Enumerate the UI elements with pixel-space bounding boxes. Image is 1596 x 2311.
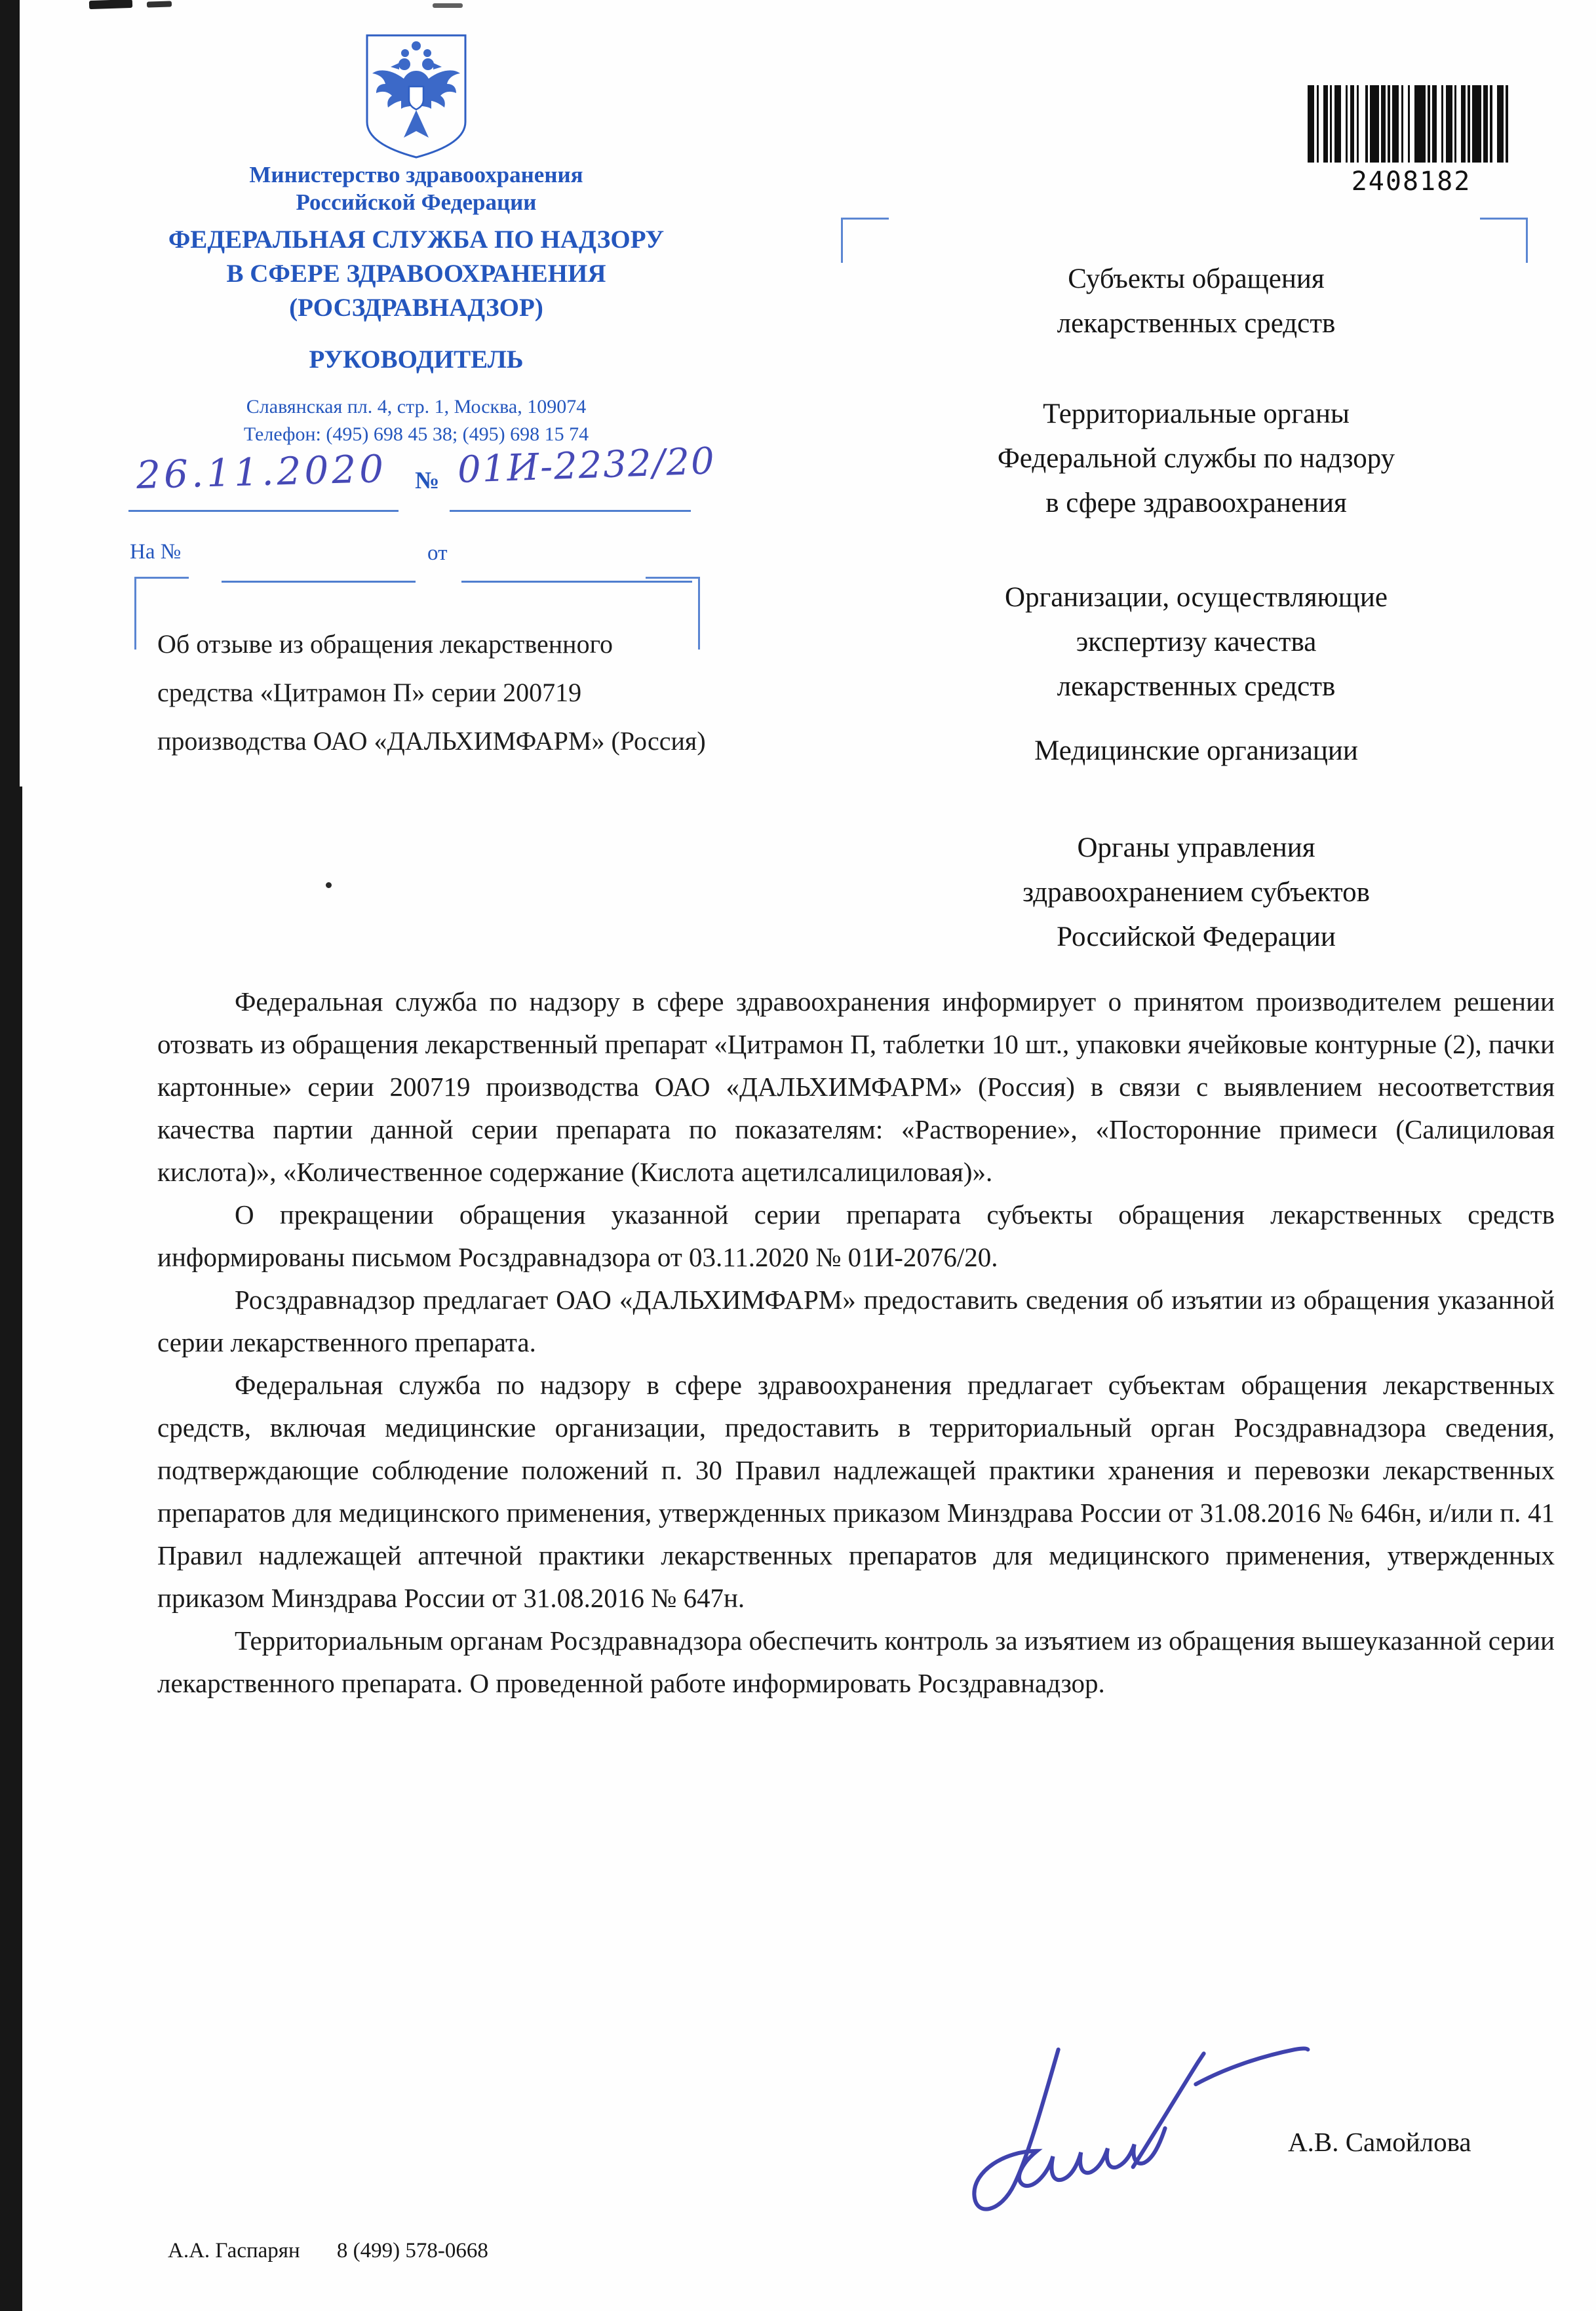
scan-artifact <box>433 3 463 8</box>
date-underline <box>128 510 399 512</box>
body-paragraph-3: Росздравнадзор предлагает ОАО «ДАЛЬХИМФАРМ» предоставить сведения об изъятии из обращения указанной серии лекарственного препарата. <box>157 1285 1555 1357</box>
recipient-line: лекарственных средств <box>1057 308 1336 339</box>
ministry-line1: Министерство здравоохранения <box>249 162 583 187</box>
recipient-line: Российской Федерации <box>1057 922 1336 952</box>
executor-name: А.А. Гаспарян <box>168 2239 300 2262</box>
letter-subject <box>157 620 826 766</box>
postal-address: Славянская пл. 4, стр. 1, Москва, 109074 <box>246 396 587 418</box>
service-name <box>56 223 777 325</box>
recipient-group-5 <box>865 826 1527 960</box>
subject-line3: производства ОАО «ДАЛЬХИМФАРМ» (Россия) <box>157 726 706 756</box>
scan-dot-artifact <box>326 882 332 888</box>
body-paragraph-2: О прекращении обращения указанной серии препарата субъекты обращения лекарственных средств информированы письмом Росздравнадзора от 03.11.2020 № 01И-2076/20. <box>157 1199 1555 1272</box>
recipient-line: Федеральной службы по надзору <box>997 443 1395 474</box>
reply-number-blank <box>222 581 416 583</box>
letter-body <box>157 981 1555 1705</box>
service-line2: В СФЕРЕ ЗДРАВООХРАНЕНИЯ <box>226 260 606 288</box>
ministry-line2: Российской Федерации <box>296 189 537 215</box>
recipient-line: Органы управления <box>1077 832 1315 863</box>
body-paragraph-4: Федеральная служба по надзору в сфере здравоохранения предлагает субъектам обращения лекарственных средств, включая медицинские организации, предоставить в территориальный орган Росздравнадзора сведения, подтверждающие соблюдение положений п. 30 Правил надлежащей практики хранения и перевозки лекарственных препаратов для медицинского применения, утвержденных приказом Минздрава России от 31.08.2016 № 646н, и/или п. 41 Правил надлежащей аптечной практики лекарственных препаратов для медицинского применения, утвержденных приказом Минздрава России от 31.08.2016 № 647н. <box>157 1370 1555 1613</box>
recipient-line: экспертизу качества <box>1076 627 1317 657</box>
scan-artifact <box>89 0 132 9</box>
recipient-line: Территориальные органы <box>1043 398 1350 429</box>
recipient-line: лекарственных средств <box>1057 671 1336 702</box>
recipient-group-2 <box>865 392 1527 526</box>
recipient-group-3 <box>865 575 1527 709</box>
recipient-line: Субъекты обращения <box>1068 263 1325 294</box>
recipient-line: здравоохранением субъектов <box>1022 877 1370 908</box>
russia-coat-of-arms-icon <box>360 31 472 163</box>
handwritten-date: 26.11.2020 <box>136 446 387 497</box>
contact-block <box>56 393 777 448</box>
number-sign: № <box>415 467 440 494</box>
scan-artifact <box>147 1 172 7</box>
signer-name: А.В. Самойлова <box>1288 2127 1471 2157</box>
subject-line1: Об отзыве из обращения лекарственного <box>157 629 613 659</box>
handwritten-signature <box>958 2019 1332 2222</box>
service-line1: ФЕДЕРАЛЬНАЯ СЛУЖБА ПО НАДЗОРУ <box>168 225 665 254</box>
reply-to-label: На № <box>130 540 182 564</box>
barcode-bars <box>1308 85 1515 163</box>
executor-footer <box>168 2239 488 2263</box>
addressee-bracket-left <box>841 218 889 263</box>
reply-from-label: от <box>427 541 448 565</box>
executor-phone: 8 (499) 578-0668 <box>336 2239 488 2262</box>
body-paragraph-5: Территориальным органам Росздравнадзора обеспечить контроль за изъятием из обращения вышеуказанной серии лекарственного препарата. О проведенной работе информировать Росздравнадзор. <box>157 1625 1555 1698</box>
ministry-name <box>56 161 777 216</box>
service-line3: (РОСЗДРАВНАДЗОР) <box>289 294 543 322</box>
addressee-bracket-right <box>1480 218 1528 263</box>
recipient-line: Организации, осуществляющие <box>1005 582 1388 613</box>
barcode-number: 2408182 <box>1351 166 1471 197</box>
handwritten-ref-number: 01И-2232/20 <box>456 440 716 492</box>
signer-role: РУКОВОДИТЕЛЬ <box>309 345 524 374</box>
recipient-line: Медицинские организации <box>1034 735 1358 766</box>
scan-edge-bar-lower <box>17 787 22 2311</box>
body-paragraph-1: Федеральная служба по надзору в сфере здравоохранения информирует о принятом производителем решении отозвать из обращения лекарственный препарат «Цитрамон П, таблетки 10 шт., упаковки ячейковые контурные (2), пачки картонные» серии 200719 производства ОАО «ДАЛЬХИМФАРМ» (Россия) в связи с выявлением несоответствия качества партии данной серии препарата по показателям: «Растворение», «Посторонние примеси (Салициловая кислота)», «Количественное содержание (Кислота ацетилсалициловая)». <box>157 986 1555 1187</box>
recipient-group-1 <box>865 257 1527 346</box>
recipient-line: в сфере здравоохранения <box>1045 488 1347 518</box>
phone-line: Телефон: (495) 698 45 38; (495) 698 15 74 <box>243 423 589 445</box>
recipient-group-4 <box>865 729 1527 773</box>
subject-line2: средства «Цитрамон П» серии 200719 <box>157 678 582 707</box>
number-underline <box>450 510 691 512</box>
